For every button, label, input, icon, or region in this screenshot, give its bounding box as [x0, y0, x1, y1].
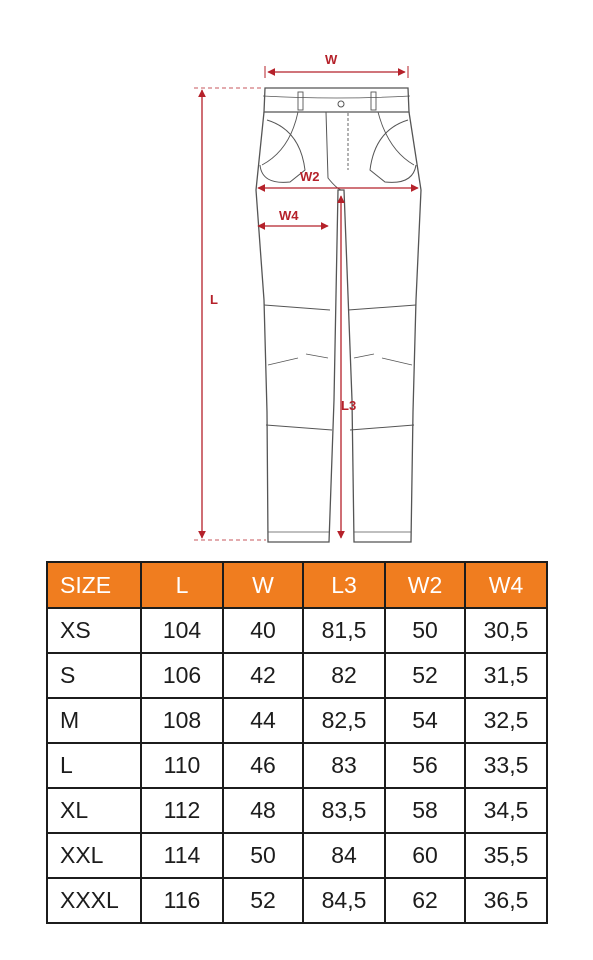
header-l: L — [141, 562, 223, 608]
label-w2: W2 — [300, 169, 320, 184]
trousers-outline — [256, 88, 421, 542]
table-cell: 110 — [141, 743, 223, 788]
table-row — [47, 653, 547, 698]
table-row — [47, 878, 547, 923]
label-w4: W4 — [279, 208, 299, 223]
table-cell: 60 — [385, 833, 465, 878]
header-w2: W2 — [385, 562, 465, 608]
table-cell: XS — [47, 608, 141, 653]
table-cell: 58 — [385, 788, 465, 833]
table-cell: 52 — [223, 878, 303, 923]
header-w4: W4 — [465, 562, 547, 608]
table-cell: 104 — [141, 608, 223, 653]
table-cell: 83,5 — [303, 788, 385, 833]
table-cell: 46 — [223, 743, 303, 788]
table-cell: 50 — [385, 608, 465, 653]
table-row — [47, 833, 547, 878]
table-cell: 83 — [303, 743, 385, 788]
table-cell: 84 — [303, 833, 385, 878]
table-cell: 42 — [223, 653, 303, 698]
table-cell: 114 — [141, 833, 223, 878]
table-row — [47, 743, 547, 788]
table-cell: 81,5 — [303, 608, 385, 653]
table-cell: 31,5 — [465, 653, 547, 698]
table-row — [47, 788, 547, 833]
table-cell: 84,5 — [303, 878, 385, 923]
table-cell: 30,5 — [465, 608, 547, 653]
table-cell: 34,5 — [465, 788, 547, 833]
table-cell: XXXL — [47, 878, 141, 923]
table-cell: 48 — [223, 788, 303, 833]
table-cell: 32,5 — [465, 698, 547, 743]
table-cell: L — [47, 743, 141, 788]
table-cell: 33,5 — [465, 743, 547, 788]
table-cell: 112 — [141, 788, 223, 833]
header-w: W — [223, 562, 303, 608]
table-cell: 35,5 — [465, 833, 547, 878]
table-row — [47, 608, 547, 653]
table-row — [47, 698, 547, 743]
label-w: W — [325, 52, 338, 67]
header-l3: L3 — [303, 562, 385, 608]
table-cell: 36,5 — [465, 878, 547, 923]
table-cell: 56 — [385, 743, 465, 788]
table-cell: M — [47, 698, 141, 743]
table-cell: 116 — [141, 878, 223, 923]
table-cell: 52 — [385, 653, 465, 698]
table-cell: 106 — [141, 653, 223, 698]
dimension-lines — [194, 66, 418, 540]
table-cell: 108 — [141, 698, 223, 743]
table-cell: 54 — [385, 698, 465, 743]
table-cell: XL — [47, 788, 141, 833]
table-cell: 82 — [303, 653, 385, 698]
table-cell: 44 — [223, 698, 303, 743]
table-header-row — [47, 562, 547, 608]
table-cell: XXL — [47, 833, 141, 878]
label-l: L — [210, 292, 218, 307]
table-cell: 62 — [385, 878, 465, 923]
table-cell: S — [47, 653, 141, 698]
header-size: SIZE — [47, 562, 141, 608]
size-table — [46, 561, 548, 924]
table-cell: 82,5 — [303, 698, 385, 743]
label-l3: L3 — [341, 398, 357, 413]
table-cell: 50 — [223, 833, 303, 878]
table-cell: 40 — [223, 608, 303, 653]
